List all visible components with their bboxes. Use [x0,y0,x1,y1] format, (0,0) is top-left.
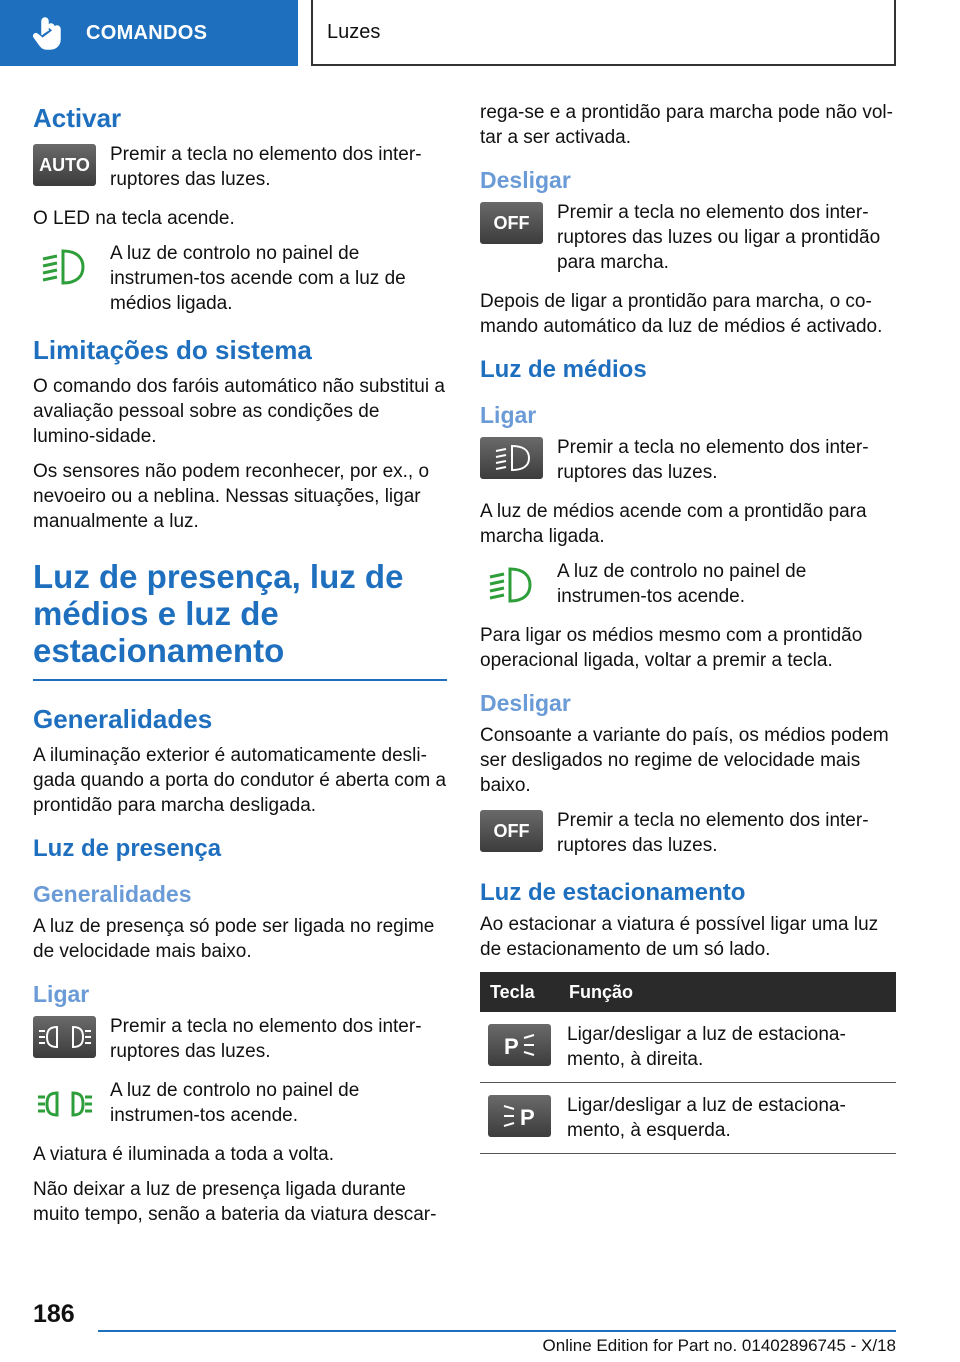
chapter-tab[interactable] [0,0,298,66]
col-key-header: Tecla [480,972,559,1012]
parking-right-key-icon [488,1024,551,1066]
desligar-2-text: Consoante a variante do país, os médios podem ser desligados no regime de velocidade mais baixo. [480,725,889,796]
desligar-1-row [480,200,896,275]
heading-general: Generalidades [33,704,213,734]
lowbeam-indicator-text: A luz de controlo no painel de instrumen-tos acende. [557,561,807,607]
table-func-cell: Ligar/desligar a luz de estaciona-mento, à esquerda. [559,1083,896,1154]
continued-text: rega-se e a prontidão para marcha pode não vol-tar a ser activada. [480,102,893,148]
ligar-presence-text: Premir a tecla no elemento dos inter-ruptores das luzes. [110,1016,422,1062]
heading-activar: Activar [33,103,122,133]
operational-text: Para ligar os médios mesmo com a prontidão operacional ligada, voltar a premir a tecla. [480,625,863,671]
presence-general-text: A luz de presença só pode ser ligada no regime de velocidade mais baixo. [33,916,435,962]
chapter-heading: Luz de presença, luz de médios e luz de estacionamento [33,558,404,669]
limits-p1: O comando dos faróis automático não substitui a avaliação pessoal sobre as condições de lumino-sidade. [33,376,445,447]
presence-key-icon [33,1016,96,1058]
footer-rule [98,1330,896,1332]
low-beam-indicator-icon [33,245,96,289]
indicator-row [33,241,447,316]
led-text: O LED na tecla acende. [33,208,235,229]
general-text: A iluminação exterior é automaticamente desli-gada quando a porta do condutor é aberta com a prontidão para marcha desligada. [33,745,447,816]
presence-indicator-row [33,1078,447,1128]
table-header-row [480,972,896,1012]
activar-row [33,142,447,192]
heading-desligar-1: Desligar [480,167,571,193]
ligar-lowbeam-row [480,435,896,485]
edition-text: Online Edition for Part no. 01402896745 - X/18 [542,1336,896,1355]
chapter-label: COMANDOS [86,21,208,44]
table-key-cell [480,1083,559,1154]
table-row [480,1012,896,1083]
col-func-header: Função [559,972,896,1012]
page-number: 186 [33,1300,75,1328]
desligar-2-row [480,808,896,858]
heading-ligar-presence: Ligar [33,981,90,1007]
limits-p2: Os sensores não podem reconhecer, por ex., o nevoeiro ou a neblina. Nessas situações, ligar manualmente a luz. [33,461,430,532]
ligar-lowbeam-after: A luz de médios acende com a prontidão para marcha ligada. [480,501,867,547]
right-column [480,100,896,1154]
heading-limits: Limitações do sistema [33,335,312,365]
presence-indicator-text: A luz de controlo no painel de instrumen-tos acende. [110,1080,360,1126]
table-key-cell [480,1012,559,1083]
chapter-rule [33,679,447,681]
activar-text: Premir a tecla no elemento dos inter-ruptores das luzes. [110,144,422,190]
desligar-1-text: Premir a tecla no elemento dos inter-ruptores das luzes ou ligar a prontidão para marcha. [557,202,881,273]
off-key-icon: OFF [480,202,543,244]
low-beam-key-icon [480,437,543,479]
heading-presence: Luz de presença [33,835,222,862]
desligar-2-key-text: Premir a tecla no elemento dos inter-ruptores das luzes. [557,810,869,856]
heading-presence-general: Generalidades [33,881,192,907]
left-column [33,100,447,1237]
heading-ligar-lowbeam: Ligar [480,402,537,428]
parking-table [480,972,896,1154]
heading-parking: Luz de estacionamento [480,879,746,906]
hand-pointer-icon [28,13,68,53]
ligar-presence-row [33,1014,447,1064]
table-func-cell: Ligar/desligar a luz de estaciona-mento, à direita. [559,1012,896,1083]
off-key-icon: OFF [480,810,543,852]
auto-key-icon: AUTO [33,144,96,186]
around-text: A viatura é iluminada a toda a volta. [33,1144,335,1165]
desligar-1-after: Depois de ligar a prontidão para marcha, o co-mando automático da luz de médios é activado. [480,291,883,337]
indicator-text: A luz de controlo no painel de instrumen-tos acende com a luz de médios ligada. [110,243,406,314]
parking-left-key-icon [488,1095,551,1137]
heading-desligar-2: Desligar [480,690,571,716]
ligar-lowbeam-text: Premir a tecla no elemento dos inter-ruptores das luzes. [557,437,869,483]
section-title: Luzes [311,0,896,66]
presence-indicator-icon [33,1082,96,1126]
warning-text: Não deixar a luz de presença ligada durante muito tempo, senão a bateria da viatura descar- [33,1179,437,1225]
svg-text:P: P [503,1034,519,1059]
heading-lowbeam: Luz de médios [480,356,647,383]
low-beam-indicator-icon [480,563,543,607]
lowbeam-indicator-row [480,559,896,609]
parking-text: Ao estacionar a viatura é possível ligar uma luz de estacionamento de um só lado. [480,914,879,960]
table-row [480,1083,896,1154]
svg-text:P: P [519,1105,535,1130]
